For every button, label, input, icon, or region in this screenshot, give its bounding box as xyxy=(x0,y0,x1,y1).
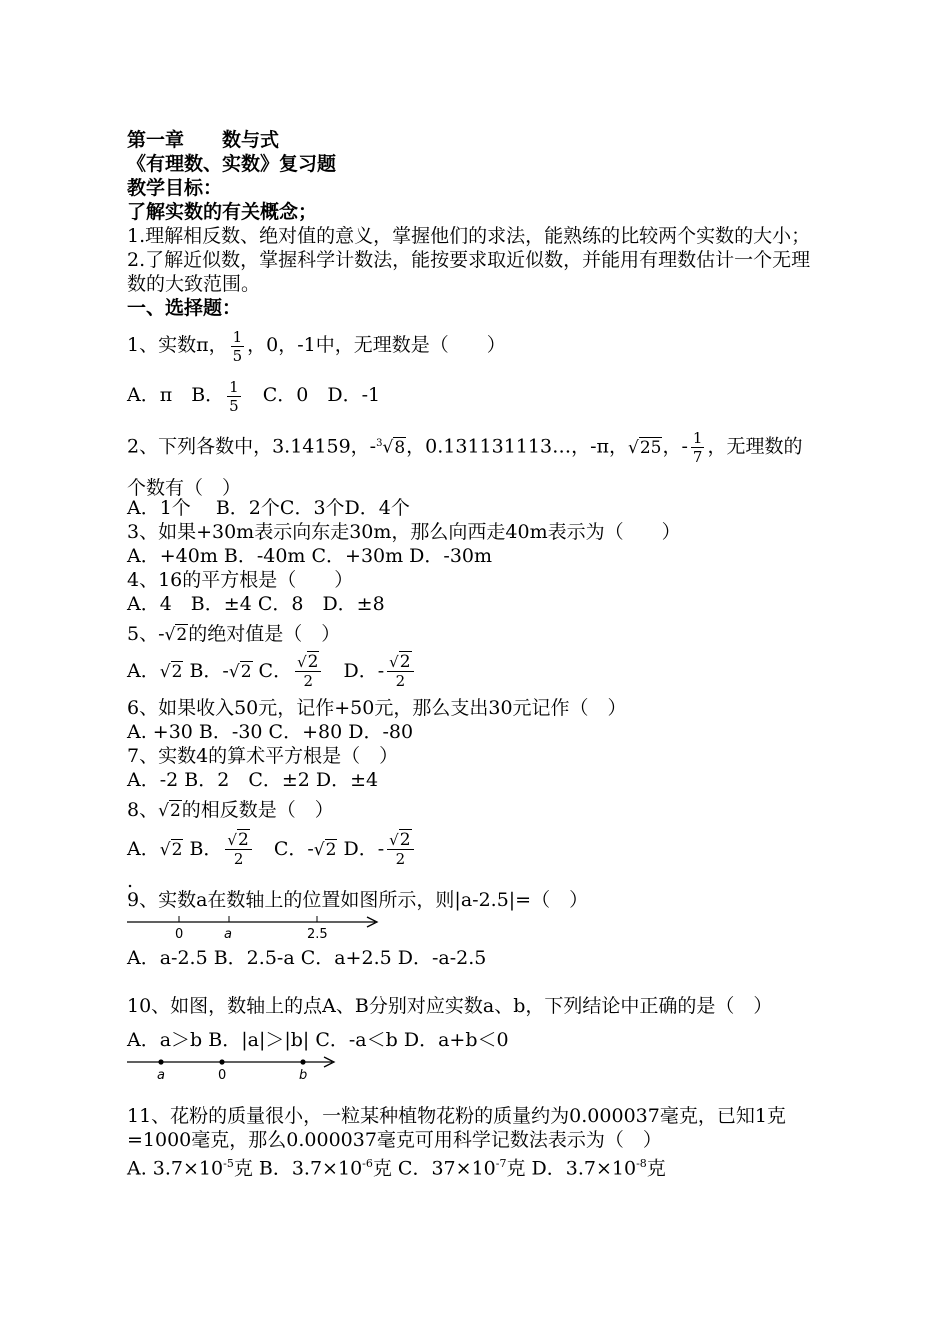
fraction: $\frac{√2}{2}$ xyxy=(295,653,321,690)
question-2-options: A．1个 B．2个C．3个D．4个 xyxy=(127,496,410,519)
question-4: 4、16的平方根是（ ） xyxy=(127,568,354,591)
question-9-options: A．a-2.5 B．2.5-a C．a+2.5 D．-a-2.5 xyxy=(127,946,487,969)
question-6-options: A. +30 B．-30 C．+80 D．-80 xyxy=(127,720,414,743)
square-root: √25 xyxy=(627,437,662,458)
label-a: a xyxy=(224,926,232,942)
chapter-heading: 第一章 数与式 xyxy=(127,129,280,151)
fraction: $\frac{√2}{2}$ xyxy=(387,653,413,690)
fraction: $\frac{1}{5}$ xyxy=(229,377,239,415)
section-heading: 一、选择题： xyxy=(127,297,242,319)
question-8-options: A．√2 B． $\frac{√2}{2}$ C．-√2 D．- $\frac{√2}{2}$ xyxy=(127,825,819,874)
point-0 xyxy=(219,1059,224,1064)
question-8: 8、√2的相反数是（ ） xyxy=(127,792,819,829)
point-a xyxy=(158,1059,163,1064)
question-1: 1、实数π， $\frac{1}{5}$ ，0，-1中，无理数是（ ） xyxy=(127,327,506,365)
question-1-options: A．π B． $\frac{1}{5}$ C．0 D．-1 xyxy=(127,377,381,415)
question-9: 9、实数a在数轴上的位置如图所示，则|a-2.5|=（ ） xyxy=(127,888,589,911)
question-3: 3、如果+30m表示向东走30m，那么向西走40m表示为（ ） xyxy=(127,520,681,543)
label-0: 0 xyxy=(175,926,184,942)
question-7: 7、实数4的算术平方根是（ ） xyxy=(127,744,399,767)
goal-1: 1.理解相反数、绝对值的意义，掌握他们的求法，能熟练的比较两个实数的大小； xyxy=(127,225,811,247)
question-11: 11、花粉的质量很小，一粒某种植物花粉的质量约为0.000037毫克，已知1克=1000毫克，那么0.000037毫克可用科学记数法表示为（ ） xyxy=(127,1104,786,1151)
question-11-options: A. $3.7\times 10^{-5}$克 B．$3.7\times 10^{-6}$克 C．$37\times 10^{-7}$克 D．$3.7\times 10^{-8}$克 xyxy=(127,1156,666,1179)
fraction: $\frac{√2}{2}$ xyxy=(387,831,413,868)
question-3-options: A．+40m B．-40m C．+30m D．-30m xyxy=(127,544,493,567)
question-2: 2、下列各数中，3.14159，-$^3$√8，0.131131113…，-π，√25，- $\frac{1}{7}$ ，无理数的个数有（ ） xyxy=(127,424,819,508)
document-page xyxy=(127,128,819,1180)
number-line-q9 xyxy=(127,914,387,944)
label-2.5: 2.5 xyxy=(307,926,328,942)
question-10-options: A．a＞b B．|a|＞|b| C．-a＜b D．a+b＜0 xyxy=(127,1028,509,1051)
goal-2: 2.了解近似数，掌握科学计数法，能按要求取近似数，并能用有理数估计一个无理数的大致范围。 xyxy=(127,249,811,295)
square-root: √2 xyxy=(158,800,181,821)
label-b: b xyxy=(299,1067,308,1082)
question-7-options: A．-2 B．2 C．±2 D．±4 xyxy=(127,768,379,791)
fraction: $\frac{1}{7}$ xyxy=(692,429,703,467)
cube-root: $^3$√8 xyxy=(376,437,406,458)
label-a: a xyxy=(157,1067,165,1082)
fraction: $\frac{1}{5}$ xyxy=(232,327,243,365)
label-0: 0 xyxy=(218,1067,227,1082)
question-6: 6、如果收入50元，记作+50元，那么支出30元记作（ ） xyxy=(127,696,627,719)
question-5-options: A．√2 B．-√2 C． $\frac{√2}{2}$ D．- $\frac{√2}{2}$ xyxy=(127,647,819,696)
stray-dot: . xyxy=(127,869,134,892)
goal-sub: 了解实数的有关概念； xyxy=(127,201,318,223)
number-line-q10 xyxy=(127,1054,347,1082)
goal-heading: 教学目标： xyxy=(127,177,223,199)
doc-title: 《有理数、实数》复习题 xyxy=(127,153,337,175)
question-4-options: A．4 B．±4 C．8 D．±8 xyxy=(127,592,385,615)
fraction: $\frac{√2}{2}$ xyxy=(225,831,251,868)
question-10: 10、如图，数轴上的点A、B分别对应实数a、b，下列结论中正确的是（ ） xyxy=(127,994,773,1017)
question-5: 5、-√2的绝对值是（ ） xyxy=(127,616,819,653)
square-root: √2 xyxy=(164,624,188,645)
point-b xyxy=(300,1059,305,1064)
